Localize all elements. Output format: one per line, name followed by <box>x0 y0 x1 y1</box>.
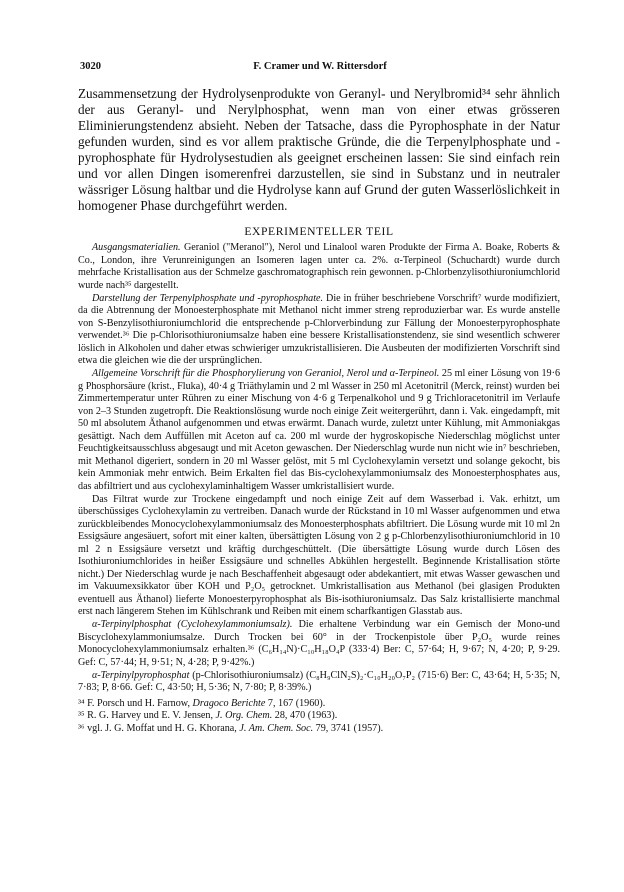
footnote-source: J. Am. Chem. Soc. <box>239 722 314 734</box>
running-header <box>80 61 560 75</box>
paragraph-preparation <box>78 293 560 368</box>
paragraph-text: Das Filtrat wurde zur Trockene eingedampft und noch einige Zeit auf dem Wasserbad i. Vak. erhitzt, um überschüssiges Cyclohexylamin zu vertreiben. Danach wurde der Rückstand in 10 ml Wasser aufgenommen und etwa zurückbleibendes Monocyclohexylammoniumsalz des Monoesterphosphats abfiltriert. Die Lösung wurde mit 10 ml 2n Essigsäure angesäuert, sofort mit einer kalten, übersättigten Lösung von 2 g p-Chlorbenzylisothiuroniumchlorid in 10 ml 2 n Essigsäure versetzt und kräftig durchgeschüttelt. (Die übersättigte Lösung wurde durch Lösen des Isothiuroniumchlorides in heißer Essigsäure und schnelles Abkühlen hergestellt. Beginnende Kristallisation störte nicht.) Der Niederschlag wurde je nach Beschaffenheit abgesaugt oder abdekantiert, mit etwas Wasser gewaschen und im Vakuumexsikkator über KOH und P₂O₅ getrocknet. Umkristallisation aus Methanol (bei glasigen Produkten eventuell aus Äthanol) lieferte Monoesterpyrophosphat als Bis-isothiuroniumsalz. Das Salz kristallisierte manchmal erst nach längerem Stehen im Kühlschrank und Reiben mit einem scharfkantigen Glasstab aus. <box>78 493 560 617</box>
footnote <box>78 710 560 723</box>
footnote-rest: 7, 167 (1960). <box>265 697 326 709</box>
paragraph-starting-materials <box>78 242 560 292</box>
paragraph-heading: α-Terpinylpyrophosphat <box>92 669 190 681</box>
experimental-body <box>78 242 560 735</box>
footnote-rest: 79, 3741 (1957). <box>313 722 384 734</box>
footnote-text: R. G. Harvey und E. V. Jensen, <box>84 710 216 721</box>
paragraph-text: (p-Chlorisothiuroniumsalz) (C₈H₉ClN₂S)₂·C₁₀H₂₀O₇P₂ (715·6) Ber: C, 43·64; H, 5·35; N, 7·83; P, 8·66. Gef: C, 43·50; H, 5·36; N, 7·80; P, 8·39%.) <box>78 669 560 693</box>
paragraph-heading: Allgemeine Vorschrift für die Phosphorylierung von Geraniol, Nerol und α-Terpineol. <box>92 368 440 379</box>
footnote-mark: ³⁵ <box>78 710 85 721</box>
footnote <box>78 723 560 736</box>
footnote-mark: ³⁴ <box>78 697 85 709</box>
running-authors: F. Cramer und W. Rittersdorf <box>253 61 387 72</box>
footnote-mark: ³⁶ <box>78 722 85 734</box>
paragraph-text: 25 ml einer Lösung von 19·6 g Phosphorsäure (krist., Fluka), 40·4 g Triäthylamin und 2 ml Wasser in 250 ml Acetonitril (Merck, reinst) wurden bei Zimmertemperatur unter Rühren zu einer Mischung von 4·6 g Terpenalkohol und 9 g Trichloracetonitril im Verlaufe von 2–3 Stunden zugetropft. Die Reaktionslösung wurde noch einige Zeit weitergerührt, dann i. Vak. eingedampft, mit 50 ml absolutem Äthanol aufgenommen und etwas erwärmt. Danach wurde, zuletzt unter Kühlung, mit Ammoniakgas gesättigt. Nach dem Auffüllen mit Aceton auf ca. 200 ml wurde der hygroskopische Niederschlag möglichst unter Feuchtigkeitsausschluss abgesaugt und mit Aceton gewaschen. Der Niederschlag wurde nun nicht wie in⁷ beschrieben, mit Methanol digeriert, sondern in 20 ml Wasser gelöst, mit 5 ml Cyclohexylamin versetzt und solange gekocht, bis kein Ammoniak mehr entwich. Beim Erkalten fiel das Bis-cyclohexylammoniumsalz des Monoesterphosphates aus, das abfiltriert und aus cyclohexylaminhaltigem Wasser umkristallisiert wurde. <box>78 368 561 492</box>
footnote-text: F. Porsch und H. Farnow, <box>84 697 193 709</box>
footnote-source: J. Org. Chem. <box>215 710 273 721</box>
paragraph-text: Geraniol ("Meranol"), Nerol und Linalool waren Produkte der Firma A. Boake, Roberts & Co., London, ihre Verunreinigungen an Isomeren lagen unter ca. 2%. α-Terpineol (Schuchardt) wurde durch mehrfache Kristallisation aus der Schmelze gaschromatographisch rein gewonnen. p-Chlorbenzylisothiuroniumchlorid wurde nach³⁵ dargestellt. <box>78 242 560 291</box>
paragraph-general-procedure <box>78 368 560 493</box>
footnote-text: vgl. J. G. Moffat und H. G. Khorana, <box>84 722 240 734</box>
page-number: 3020 <box>80 61 101 72</box>
paragraph-terpinylphosphate <box>78 619 560 669</box>
paragraph-text: Die in früher beschriebene Vorschrift⁷ wurde modifiziert, da die Abtrennung der Monoesterphosphate mit Methanol nicht immer streng reproduzierbar war. Es wurde anstelle von S-Benzylisothiuroniumchlorid die entsprechende p-Chlorverbindung zur Fällung der Monoesterpyrophosphate verwendet.³⁶ Die p-Chlorisothiuroniumsalze haben eine bessere Kristallisationstendenz, sie sind wesentlich schwerer löslich in Alkoholen und daher etwas schwieriger umzukristallisieren. Die Ausbeuten der modifizierten Vorschrift sind etwa die gleichen wie die der ursprünglichen. <box>78 292 561 366</box>
paragraph-heading: Darstellung der Terpenylphosphate und -pyrophosphate. <box>92 292 324 304</box>
intro-paragraph: Zusammensetzung der Hydrolysenprodukte von Geranyl- und Nerylbromid³⁴ sehr ähnlich der aus Geranyl- und Nerylphosphat, wenn man von einer etwas grösseren Eliminierungstendenz absieht. Neben der Tatsache, dass die Pyrophosphate in der Natur gefunden wurden, sind es vor allem praktische Gründe, die die Terpenylphosphate und -pyrophosphate für Hydrolysestudien als geeignet erscheinen lassen: Sie sind einfach rein und vor allen Dingen isomerenfrei darzustellen, sie sind in Substanz und in neutraler wässriger Lösung haltbar und die Hydrolyse kann auf Grund der guten Wasserlöslichkeit in homogener Phase durchgeführt werden. <box>78 86 560 213</box>
paragraph-terpinylpyrophosphate <box>78 670 560 695</box>
footnote-source: Dragoco Berichte <box>192 697 266 709</box>
footnote-rest: 28, 470 (1963). <box>272 710 338 721</box>
paragraph-filtrate <box>78 494 560 619</box>
paragraph-text: Die erhaltene Verbindung war ein Gemisch der Mono-und Biscyclohexylammoniumsalze. Durch Trocken bei 60° in der Trockenpistole über P₂O₅ wurde reines Monocyclohexylammoniumsalz erhalten.³⁶ (C₆H₁₄N)·C₁₀H₁₈O₄P (333·4) Ber: C, 57·64; H, 9·67; N, 4·20; P, 9·29. Gef: C, 57·44; H, 9·51; N, 4·28; P, 9·42%.) <box>78 619 560 668</box>
paragraph-heading: Ausgangsmaterialien. <box>92 242 181 253</box>
section-title: EXPERIMENTELLER TEIL <box>244 225 394 238</box>
footnote <box>78 698 560 711</box>
paragraph-heading: α-Terpinylphosphat (Cyclohexylammoniumsalz). <box>92 619 293 630</box>
